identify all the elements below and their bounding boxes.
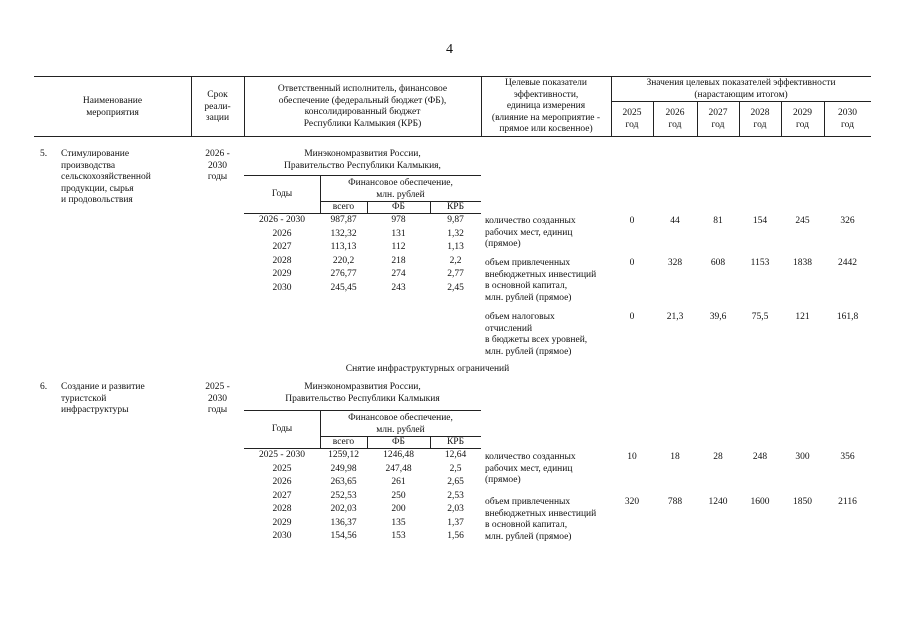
finance-fb: 112 [391, 242, 406, 252]
row-name: и продовольствия [61, 195, 133, 205]
indicator-value: 81 [713, 216, 723, 226]
indicator-value: 0 [629, 258, 635, 268]
indicator-value: 1850 [793, 497, 812, 507]
finance-total: 202,03 [330, 504, 357, 514]
indicator-value: 248 [752, 452, 768, 462]
header-indicator: прямое или косвенное) [499, 124, 593, 134]
finance-year: 2025 - 2030 [259, 450, 305, 460]
row-name: Создание и развитие [61, 382, 145, 392]
indicator-value: 21,3 [666, 312, 684, 322]
finance-krb: 9,87 [447, 215, 464, 225]
finance-fb-header: ФБ [392, 437, 405, 447]
finance-year: 2029 [272, 269, 292, 279]
indicator-value: 245 [795, 216, 810, 226]
header-year: 2028 [750, 108, 770, 118]
finance-krb: 2,65 [447, 477, 464, 487]
header-years-rule [611, 101, 871, 102]
finance-fb: 1246,48 [383, 450, 414, 460]
indicator-value: 328 [667, 258, 683, 268]
finance-year: 2028 [272, 504, 292, 514]
finance-top-rule [244, 175, 481, 176]
indicator-text: внебюджетных инвестиций [485, 508, 597, 519]
finance-total: 252,53 [330, 490, 357, 501]
row-name: туристской [61, 393, 107, 404]
finance-krb: 1,37 [447, 517, 464, 528]
finance-krb-header: КРБ [446, 202, 465, 212]
header-term: Срок [207, 90, 228, 100]
row-responsible: Минэкономразвития России, [304, 149, 421, 159]
section-title: Снятие инфраструктурных ограничений [345, 364, 510, 374]
finance-total-header: всего [332, 202, 355, 212]
indicator-text: объем привлеченных [485, 258, 571, 268]
finance-fb: 243 [391, 282, 406, 293]
indicator-value: 154 [752, 216, 768, 226]
header-year: год [841, 119, 854, 130]
header-indicator: единица измерения [506, 101, 586, 111]
finance-krb: 2,2 [449, 255, 462, 266]
indicator-text: количество созданных [485, 216, 576, 226]
indicator-text: количество созданных [485, 452, 576, 462]
indicator-value: 10 [627, 452, 637, 462]
row-name: Стимулирование [61, 149, 130, 159]
finance-fb: 131 [391, 228, 406, 239]
row-term: годы [207, 172, 228, 182]
finance-total: 249,98 [330, 463, 357, 474]
indicator-text: объем налоговых [485, 312, 555, 322]
finance-years-header: Годы [271, 424, 293, 434]
row-responsible: Правительство Республики Калмыкия, [284, 160, 441, 171]
indicator-text: отчислений [485, 323, 533, 334]
finance-total: 263,65 [330, 477, 357, 487]
finance-year: 2028 [272, 255, 292, 266]
indicator-value: 28 [713, 452, 723, 462]
finance-year: 2029 [272, 517, 292, 528]
header-values: (нарастающим итогом) [694, 89, 788, 100]
header-year: год [711, 119, 725, 130]
indicator-value: 75,5 [751, 312, 769, 322]
finance-fb: 153 [391, 531, 406, 541]
finance-top-rule [244, 410, 481, 411]
finance-year: 2030 [272, 282, 292, 293]
header-term: реали- [204, 101, 231, 112]
indicator-value: 608 [710, 258, 726, 268]
header-indicator: Целевые показатели [505, 78, 587, 88]
header-year: 2027 [708, 108, 728, 118]
finance-year: 2026 [272, 228, 292, 239]
finance-year: 2026 - 2030 [259, 215, 305, 225]
finance-total: 154,56 [330, 531, 357, 541]
finance-total-header: всего [332, 437, 355, 447]
header-year: год [625, 119, 639, 130]
finance-header: млн. рублей [376, 424, 425, 435]
finance-krb-header: КРБ [446, 437, 465, 447]
indicator-text: (прямое) [485, 475, 521, 485]
header-responsible: обеспечение (федеральный бюджет (ФБ), [278, 95, 447, 106]
indicator-value: 1600 [750, 497, 770, 507]
indicator-text: внебюджетных инвестиций [485, 269, 597, 280]
finance-total: 1259,12 [328, 450, 359, 460]
header-values: Значения целевых показателей эффективности [646, 78, 836, 88]
finance-krb: 2,77 [447, 269, 464, 279]
finance-krb: 2,5 [449, 463, 462, 474]
finance-fb: 978 [391, 215, 406, 225]
finance-year: 2030 [272, 531, 292, 541]
row-responsible: Минэкономразвития России, [304, 382, 421, 392]
header-bottom-rule [34, 136, 871, 137]
finance-year: 2027 [272, 242, 292, 252]
finance-total: 276,77 [330, 269, 357, 279]
indicator-value: 121 [795, 312, 810, 322]
indicator-text: млн. рублей (прямое) [485, 346, 572, 357]
finance-header: Финансовое обеспечение, [348, 178, 453, 188]
row-name: сельскохозяйственной [61, 172, 151, 182]
row-term: годы [207, 405, 228, 415]
indicator-text: рабочих мест, единиц [485, 463, 573, 474]
finance-krb: 2,45 [447, 282, 464, 293]
finance-krb: 1,32 [447, 228, 464, 239]
row-name: производства [61, 160, 116, 171]
header-indicator: эффективности, [513, 89, 579, 100]
indicator-value: 44 [670, 216, 680, 226]
indicator-text: объем привлеченных [485, 497, 571, 507]
indicator-text: рабочих мест, единиц [485, 227, 573, 238]
finance-fb: 135 [391, 517, 406, 528]
header-top-rule [34, 76, 871, 77]
finance-year: 2026 [272, 477, 292, 487]
indicator-text: в основной капитал, [485, 281, 568, 291]
finance-fb-header: ФБ [392, 202, 405, 212]
finance-year: 2025 [272, 463, 292, 474]
finance-krb: 2,53 [447, 490, 464, 501]
indicator-value: 18 [670, 452, 680, 462]
indicator-value: 788 [667, 497, 683, 507]
finance-header: млн. рублей [376, 189, 425, 200]
finance-fb: 261 [391, 477, 406, 487]
finance-years-header: Годы [271, 189, 293, 199]
row-name: продукции, сырья [61, 183, 134, 194]
indicator-value: 161,8 [836, 312, 859, 322]
header-year: 2029 [793, 108, 812, 118]
finance-total: 136,37 [330, 517, 357, 528]
finance-total: 987,87 [330, 215, 357, 225]
indicator-value: 320 [624, 497, 640, 507]
finance-header: Финансовое обеспечение, [348, 413, 453, 423]
indicator-text: в бюджеты всех уровней, [485, 335, 588, 345]
finance-total: 245,45 [330, 282, 357, 293]
header-year: год [753, 119, 767, 130]
header-year: 2026 [665, 108, 685, 118]
indicator-value: 300 [795, 452, 810, 462]
finance-krb: 2,03 [447, 504, 464, 514]
row-name: инфраструктуры [61, 405, 129, 415]
indicator-value: 356 [840, 452, 855, 462]
indicator-value: 1838 [793, 258, 812, 268]
row-term: 2026 - [205, 149, 230, 159]
finance-krb: 12,64 [444, 450, 467, 460]
row-term: 2030 [208, 160, 227, 171]
finance-fb: 247,48 [385, 463, 412, 474]
indicator-value: 2442 [838, 258, 857, 268]
indicator-value: 39,6 [709, 312, 727, 322]
header-name: мероприятия [86, 107, 139, 118]
indicator-text: (прямое) [485, 239, 521, 249]
header-year: год [668, 119, 682, 130]
finance-fb: 200 [391, 504, 406, 514]
header-indicator: (влияние на мероприятие - [491, 112, 601, 123]
indicator-text: млн. рублей (прямое) [485, 292, 572, 303]
header-responsible: Республики Калмыкия (КРБ) [303, 118, 422, 129]
indicator-value: 1240 [708, 497, 728, 507]
header-year: 2030 [838, 108, 857, 118]
finance-fb: 218 [391, 255, 406, 266]
row-responsible: Правительство Республики Калмыкия [285, 393, 440, 404]
finance-krb: 1,56 [447, 531, 464, 541]
page-number: 4 [446, 42, 453, 57]
row-number: 5. [40, 149, 48, 159]
finance-fb: 250 [391, 490, 406, 501]
finance-year: 2027 [272, 490, 292, 501]
header-responsible: Ответственный исполнитель, финансовое [277, 84, 448, 94]
header-year: 2025 [622, 108, 642, 118]
header-term: зации [205, 113, 230, 123]
row-term: 2030 [208, 393, 227, 404]
row-term: 2025 - [205, 382, 230, 392]
header-name: Наименование [82, 96, 143, 106]
indicator-value: 0 [629, 216, 635, 226]
header-year: год [796, 119, 809, 130]
indicator-value: 326 [840, 216, 855, 226]
indicator-text: в основной капитал, [485, 520, 568, 530]
header-responsible: консолидированный бюджет [304, 107, 421, 117]
finance-total: 132,32 [330, 228, 357, 239]
finance-total: 113,13 [330, 242, 357, 252]
row-number: 6. [40, 382, 48, 392]
indicator-value: 0 [629, 312, 635, 322]
finance-fb: 274 [391, 269, 406, 279]
finance-krb: 1,13 [447, 242, 464, 252]
indicator-text: млн. рублей (прямое) [485, 531, 572, 542]
indicator-value: 2116 [838, 497, 857, 507]
finance-total: 220,2 [332, 255, 355, 266]
indicator-value: 1153 [750, 258, 770, 268]
